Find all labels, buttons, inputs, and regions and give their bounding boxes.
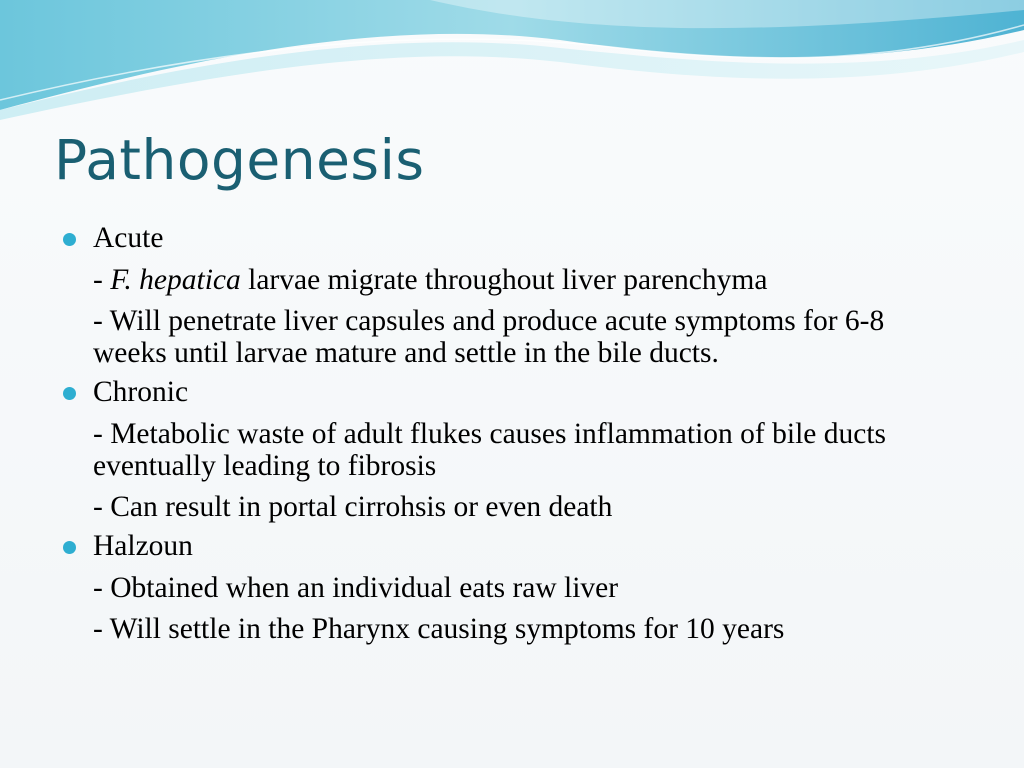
bullet-dot-icon — [63, 233, 76, 246]
sub-point: - Can result in portal cirrohsis or even death — [93, 491, 613, 523]
species-name: F. hepatica — [110, 264, 241, 296]
slide-content — [60, 215, 960, 645]
bullet-acute — [60, 222, 960, 255]
sub-point-prefix: - — [93, 264, 111, 296]
sub-point: - Obtained when an individual eats raw liver — [93, 572, 619, 604]
bullet-heading: Halzoun — [93, 530, 193, 562]
bullet-dot-icon — [63, 541, 76, 554]
bullet-dot-icon — [63, 387, 76, 400]
bullet-chronic — [60, 376, 960, 409]
sub-point: - Will penetrate liver capsules and produce acute symptoms for 6-8 weeks until larvae mature and settle in the bile ducts. — [93, 305, 885, 369]
sub-point-text: larvae migrate throughout liver parenchyma — [240, 264, 768, 296]
slide-title: Pathogenesis — [54, 128, 425, 192]
sub-point: - Will settle in the Pharynx causing symptoms for 10 years — [93, 613, 785, 645]
sub-point — [60, 264, 943, 296]
bullet-halzoun — [60, 530, 960, 563]
bullet-heading: Acute — [93, 222, 164, 254]
bullet-heading: Chronic — [93, 376, 189, 408]
decorative-wave-banner — [0, 0, 1024, 130]
sub-point: - Metabolic waste of adult flukes causes inflammation of bile ducts eventually leading to fibrosis — [93, 418, 886, 482]
